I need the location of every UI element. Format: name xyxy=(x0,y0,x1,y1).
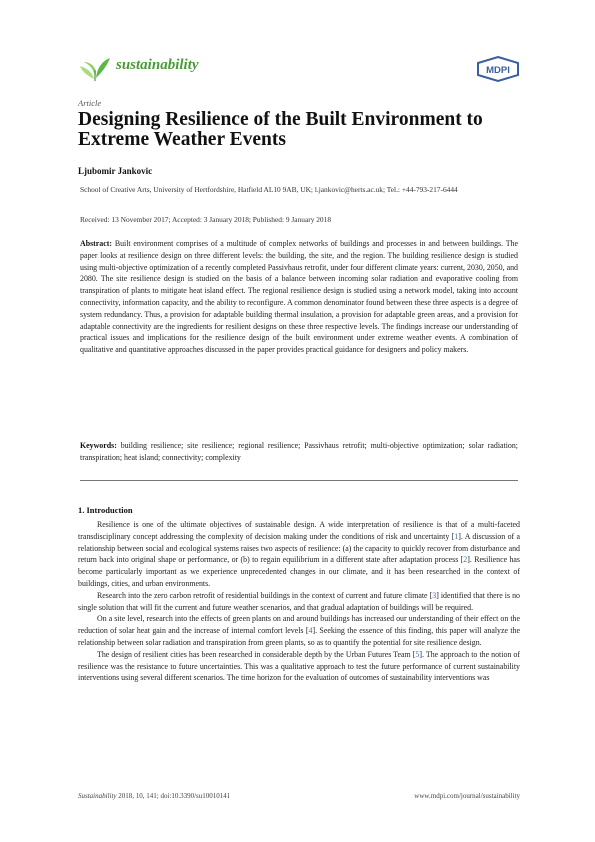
publication-dates: Received: 13 November 2017; Accepted: 3 January 2018; Published: 9 January 2018 xyxy=(80,215,332,224)
citation-link[interactable]: 5 xyxy=(415,649,420,659)
journal-name: sustainability xyxy=(116,57,199,73)
paragraph: Research into the zero carbon retrofit of residential buildings in the context of current and future climate [3] identified that there is no single solution that will fit the current and future weather scenarios, and that gradual adaptation of buildings will be required. xyxy=(78,590,520,612)
keywords-label: Keywords: xyxy=(80,441,117,450)
section-heading: 1. Introduction xyxy=(78,505,133,515)
paper-title: Designing Resilience of the Built Environment to Extreme Weather Events xyxy=(78,109,483,150)
section-divider xyxy=(80,480,518,481)
footer-citation xyxy=(78,792,230,800)
paragraph: On a site level, research into the effects of green plants on and around buildings has increased our understanding of their effect on the reduction of solar heat gain and the increase of internal comfort levels [4]. Seeking the essence of this finding, this paper will analyze the relationship between solar radiation and transpiration from green plants, so as to quantify the potential for site resilience design. xyxy=(78,614,520,647)
paragraph: Resilience is one of the ultimate objectives of sustainable design. A wide interpretation of resilience is that of a multi-faceted transdisciplinary concept addressing the complexity of decision making under the conditions of risk and uncertainty [1]. A discussion of a relationship between social and ecological systems raises two aspects of resilience: (a) the capacity to quickly recover from disturbance and return back into original shape or performance, or (b) to regain equilibrium in a different state after adaptation process [2]. Resilience has become particularly important as we experience unprecedented changes in our climate, and it has been researched in the context of buildings, cities, and urban environments. xyxy=(78,520,520,588)
abstract-label: Abstract: xyxy=(80,239,112,248)
abstract-text: Built environment comprises of a multitude of complex networks of buildings and processes in and between buildings. The paper looks at resilience design on three different levels: the building, the site, and the region. The building resilience design is studied using multi-objective optimization of a recently completed Passivhaus retrofit, under four different climate years: current, 2030, 2050, and 2080. The site resilience design is studied on the basis of a balance between incoming solar radiation and evaporative cooling from transpiration of plants to mitigate heat island effect. The regional resilience design is studied using a network model, taking into account connectivity, information capacity, and the ability to reconfigure. A common denominator found between these three aspects is a degree of system redundancy. Thus, a provision for adaptable building thermal insulation, a provision for adaptable green areas, and a provision for adaptable connectivity are the ingredients for resilient designs on these three respective levels. The findings increase our understanding of practical issues and implications for the resilience design of the built environment under extreme weather events. A combination of qualitative and quantitative approaches discussed in the paper provides practical guidance for designers and policy makers. xyxy=(80,239,518,355)
citation-link[interactable]: 1 xyxy=(454,531,459,541)
leaf-logo-icon xyxy=(78,52,112,82)
author-affiliation: School of Creative Arts, University of Hertfordshire, Hatfield AL10 9AB, UK; l.jankovic@herts.ac.uk; Tel.: +44-793-217-6444 xyxy=(80,185,458,194)
introduction-body xyxy=(78,519,520,684)
paragraph: The design of resilient cities has been researched in considerable depth by the Urban Futures Team [5]. The approach to the notion of resilience was the resistance to future uncertainties. This was a qualitative approach to test the future performance of current sustainability interventions using several different scenarios. The time horizon for the evaluation of outcomes of sustainability interventions was xyxy=(78,649,520,683)
svg-text:MDPI: MDPI xyxy=(486,65,510,76)
citation-link[interactable]: 2 xyxy=(463,555,468,565)
footer-journal: Sustainability xyxy=(78,792,117,800)
abstract xyxy=(80,238,518,356)
journal-header xyxy=(78,50,520,90)
article-type-label: Article xyxy=(78,98,102,108)
keywords-text: building resilience; site resilience; regional resilience; Passivhaus retrofit; multi-objective optimization; solar radiation; transpiration; heat island; connectivity; complexity xyxy=(80,441,518,462)
footer-doi: 2018, 10, 141; doi:10.3390/su10010141 xyxy=(116,792,231,800)
keywords xyxy=(80,440,518,464)
citation-link[interactable]: 3 xyxy=(432,590,437,600)
mdpi-logo-icon xyxy=(476,56,520,82)
footer-url[interactable]: www.mdpi.com/journal/sustainability xyxy=(414,792,520,800)
citation-link[interactable]: 4 xyxy=(308,626,313,636)
author-name: Ljubomir Jankovic xyxy=(78,166,153,176)
